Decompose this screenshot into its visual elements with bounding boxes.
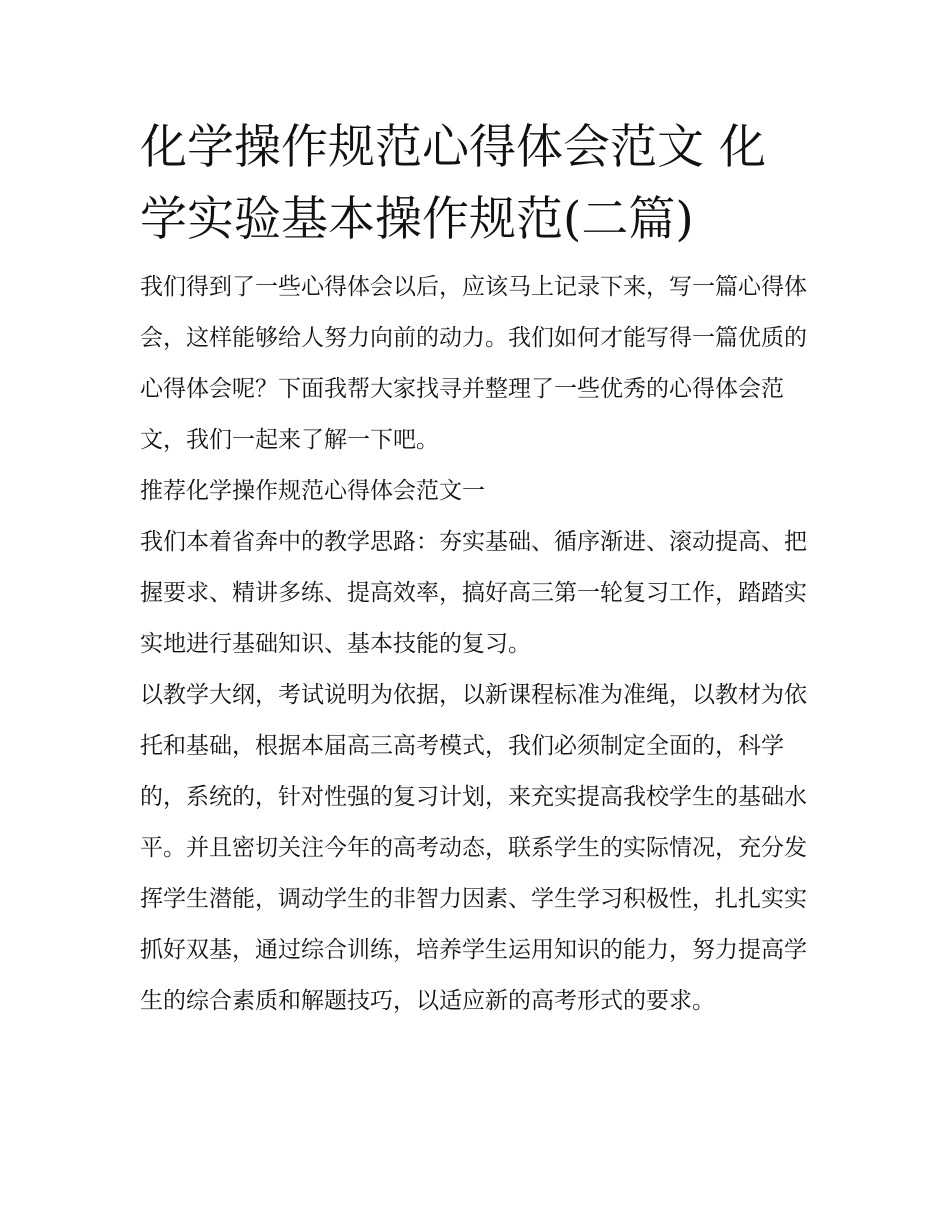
intro-paragraph: 我们得到了一些心得体会以后，应该马上记录下来，写一篇心得体会，这样能够给人努力向前的动力。我们如何才能写得一篇优质的心得体会呢？下面我帮大家找寻并整理了一些优秀的心得体会范文，我们一起来了解一下吧。 bbox=[140, 274, 807, 453]
body-paragraph-1: 我们本着省奔中的教学思路：夯实基础、循序渐进、滚动提高、把握要求、精讲多练、提高效率，搞好高三第一轮复习工作，踏踏实实地进行基础知识、基本技能的复习。 bbox=[140, 529, 807, 657]
document-title: 化学操作规范心得体会范文 化学实验基本操作规范(二篇) bbox=[140, 120, 766, 247]
body-paragraph-2: 以教学大纲，考试说明为依据，以新课程标准为准绳，以教材为依托和基础，根据本届高三高考模式，我们必须制定全面的，科学的，系统的，针对性强的复习计划，来充实提高我校学生的基础水平。并且密切关注今年的高考动态，联系学生的实际情况，充分发挥学生潜能，调动学生的非智力因素、学生学习积极性，扎扎实实抓好双基，通过综合训练，培养学生运用知识的能力，努力提高学生的综合素质和解题技巧，以适应新的高考形式的要求。 bbox=[140, 682, 807, 1014]
section-heading: 推荐化学操作规范心得体会范文一 bbox=[140, 478, 485, 504]
document-page bbox=[140, 112, 812, 1027]
